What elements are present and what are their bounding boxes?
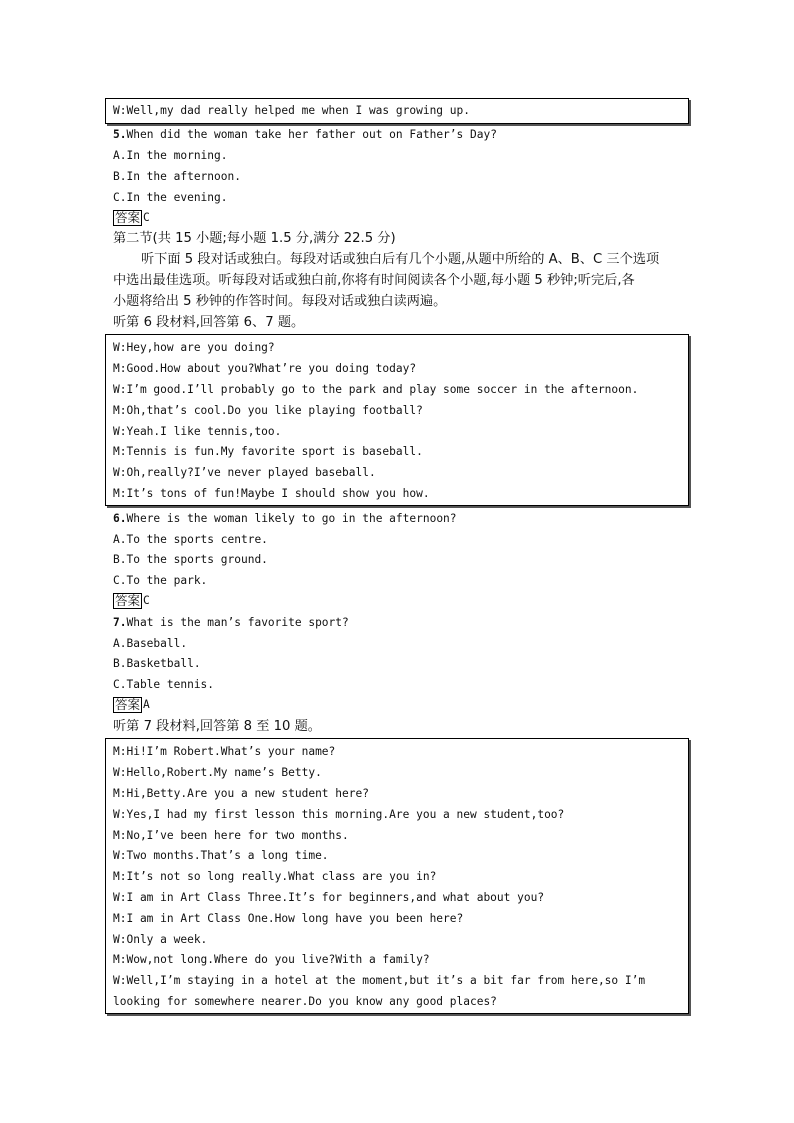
- answer-6: [113, 593, 150, 609]
- dialogue-line: W:Well,my dad really helped me when I was growing up.: [113, 104, 470, 117]
- answer-label: 答案: [115, 697, 141, 712]
- question-5: [113, 128, 497, 142]
- question-number: 6.: [113, 512, 127, 525]
- dialogue-line: W:Hey,how are you doing?: [113, 341, 275, 354]
- option-a: A.In the morning.: [113, 149, 228, 162]
- dialogue-box-1: [105, 98, 689, 124]
- question-text: What is the man’s favorite sport?: [126, 616, 349, 629]
- dialogue-line: W:Yeah.I like tennis,too.: [113, 425, 282, 438]
- option-a: A.To the sports centre.: [113, 533, 268, 546]
- dialogue-line: W:Oh,really?I’ve never played baseball.: [113, 466, 376, 479]
- question-6: [113, 512, 457, 526]
- option-c: C.To the park.: [113, 574, 208, 587]
- material-7-heading: 听第 7 段材料,回答第 8 至 10 题。: [113, 719, 321, 734]
- answer-7: [113, 697, 150, 713]
- instruction-line-3: 小题将给出 5 秒钟的作答时间。每段对话或独白读两遍。: [113, 294, 447, 309]
- dialogue-line: W:Yes,I had my first lesson this morning.Are you a new student,too?: [113, 808, 565, 821]
- instruction-line-1: 听下面 5 段对话或独白。每段对话或独白后有几个小题,从题中所给的 A、B、C 三个选项: [141, 252, 660, 267]
- option-b: B.In the afternoon.: [113, 170, 241, 183]
- dialogue-line: M:Tennis is fun.My favorite sport is baseball.: [113, 445, 423, 458]
- dialogue-line: M:Good.How about you?What’re you doing today?: [113, 362, 417, 375]
- dialogue-line: W:I’m good.I’ll probably go to the park and play some soccer in the afternoon.: [113, 383, 639, 396]
- material-6-heading: 听第 6 段材料,回答第 6、7 题。: [113, 315, 305, 330]
- dialogue-line: M:I am in Art Class One.How long have you been here?: [113, 912, 464, 925]
- dialogue-line: M:It’s tons of fun!Maybe I should show you how.: [113, 487, 430, 500]
- dialogue-line: W:Well,I’m staying in a hotel at the moment,but it’s a bit far from here,so I’m: [113, 974, 646, 987]
- answer-5: [113, 210, 150, 226]
- question-text: When did the woman take her father out on Father’s Day?: [126, 128, 497, 141]
- question-7: [113, 616, 349, 630]
- option-b: B.Basketball.: [113, 657, 201, 670]
- dialogue-line: W:Only a week.: [113, 933, 208, 946]
- dialogue-line: W:Two months.That’s a long time.: [113, 849, 329, 862]
- dialogue-line: M:It’s not so long really.What class are you in?: [113, 870, 437, 883]
- answer-label: 答案: [115, 210, 141, 225]
- instruction-line-2: 中选出最佳选项。听每段对话或独白前,你将有时间阅读各个小题,每小题 5 秒钟;听完后,各: [113, 273, 635, 288]
- answer-value: C: [143, 594, 150, 607]
- dialogue-line: M:Hi,Betty.Are you a new student here?: [113, 787, 369, 800]
- option-a: A.Baseball.: [113, 637, 188, 650]
- dialogue-line: W:I am in Art Class Three.It’s for beginners,and what about you?: [113, 891, 545, 904]
- question-text: Where is the woman likely to go in the afternoon?: [126, 512, 457, 525]
- option-c: C.In the evening.: [113, 191, 228, 204]
- option-b: B.To the sports ground.: [113, 553, 268, 566]
- option-c: C.Table tennis.: [113, 678, 215, 691]
- dialogue-line: W:Hello,Robert.My name’s Betty.: [113, 766, 322, 779]
- dialogue-line: M:Wow,not long.Where do you live?With a family?: [113, 953, 430, 966]
- dialogue-line: M:No,I’ve been here for two months.: [113, 829, 349, 842]
- answer-value: C: [143, 211, 150, 224]
- section-heading: 第二节(共 15 小题;每小题 1.5 分,满分 22.5 分): [113, 231, 396, 246]
- question-number: 5.: [113, 128, 127, 141]
- answer-value: A: [143, 698, 150, 711]
- question-number: 7.: [113, 616, 127, 629]
- dialogue-box-3: [105, 738, 689, 1014]
- dialogue-line: M:Oh,that’s cool.Do you like playing football?: [113, 404, 423, 417]
- dialogue-line: M:Hi!I’m Robert.What’s your name?: [113, 745, 336, 758]
- dialogue-line: looking for somewhere nearer.Do you know any good places?: [113, 995, 497, 1008]
- answer-label: 答案: [115, 593, 141, 608]
- dialogue-box-2: [105, 334, 689, 506]
